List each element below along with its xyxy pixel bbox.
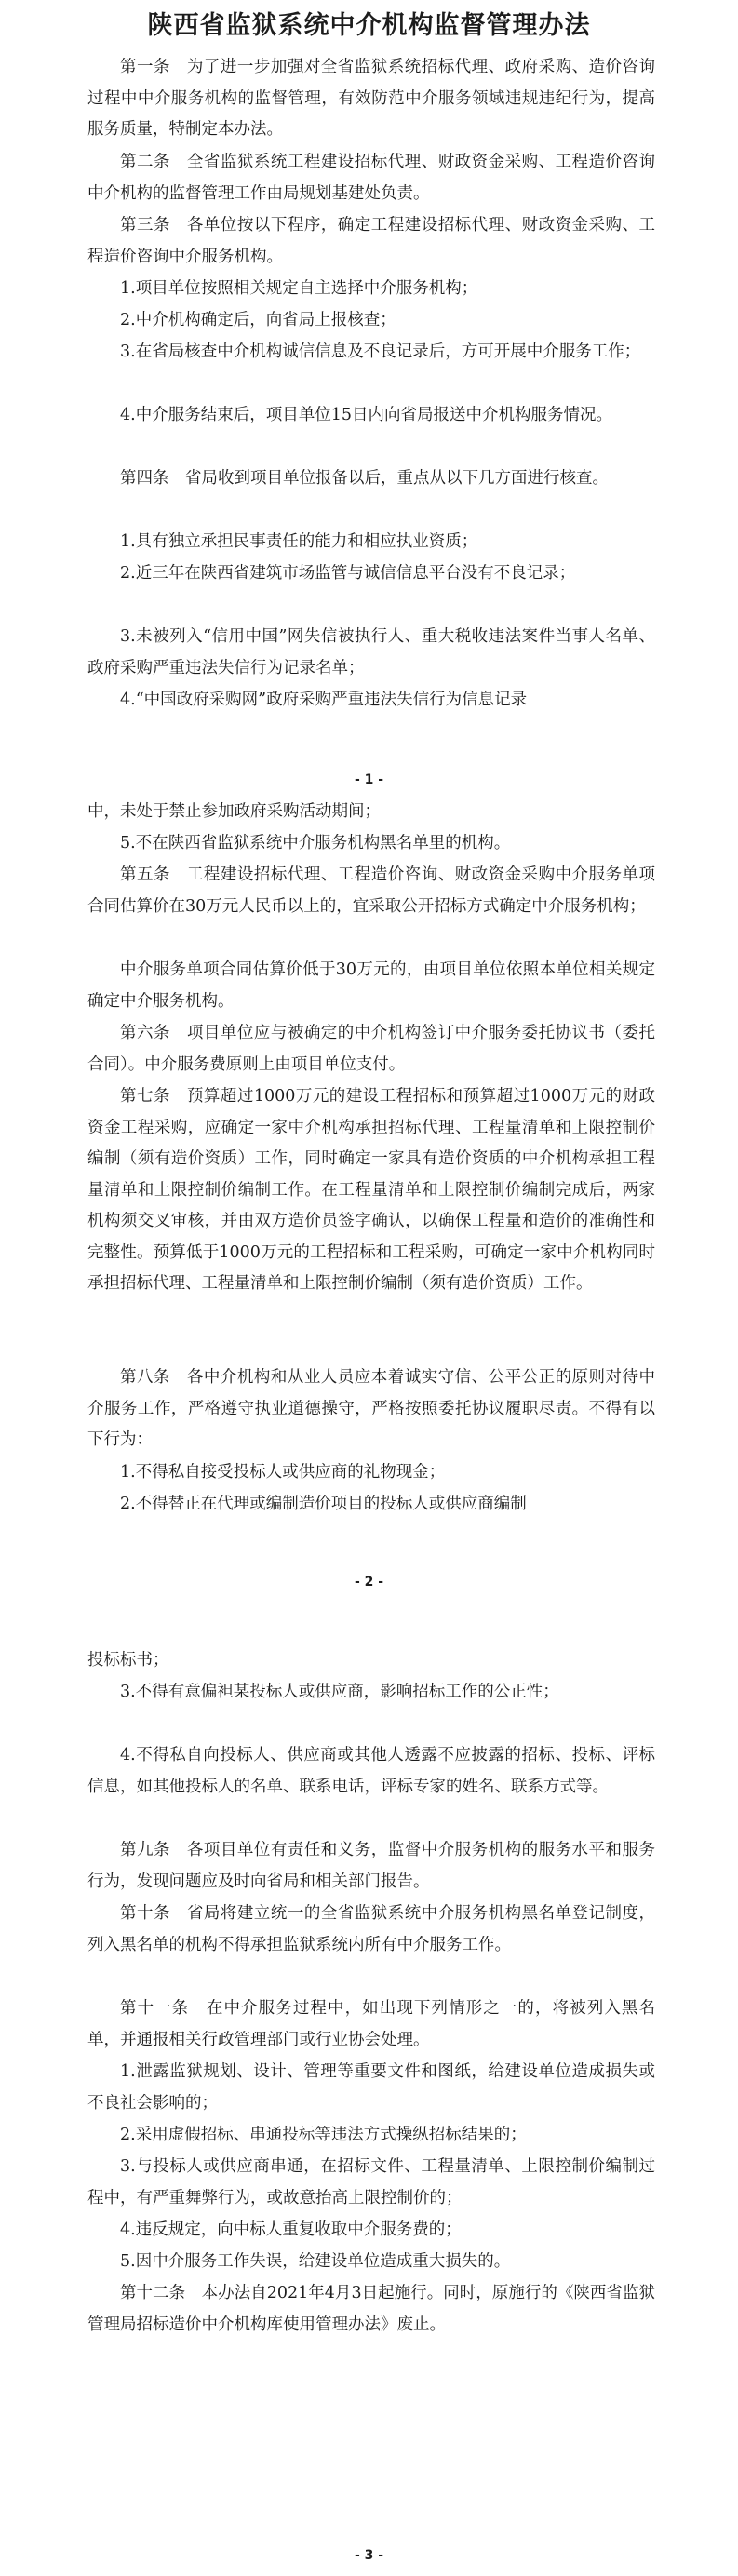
article-8: 第八条 各中介机构和从业人员应本着诚实守信、公平公正的原则对待中介服务工作，严格遵守执业道德操守，严格按照委托协议履职尽责。不得有以下行为：	[87, 1368, 655, 1449]
article-8-item-2-cont: 投标标书；	[87, 1651, 169, 1670]
article-8-item-4: 4.不得私自向投标人、供应商或其他人透露不应披露的招标、投标、评标信息，如其他投标人的名单、联系电话，评标专家的姓名、联系方式等。	[87, 1746, 655, 1796]
page-number: - 3 -	[354, 2548, 384, 2563]
article-11-item-4: 4.违反规定，向中标人重复收取中介服务费的；	[120, 2220, 462, 2239]
article-2: 第二条 全省监狱系统工程建设招标代理、财政资金采购、工程造价咨询中介机构的监督管理工作由局规划基建处负责。	[87, 153, 655, 203]
article-3-item-3: 3.在省局核查中介机构诚信信息及不良记录后，方可开展中介服务工作；	[120, 342, 641, 361]
page-number: - 1 -	[354, 772, 384, 787]
article-4: 第四条 省局收到项目单位报备以后，重点从以下几方面进行核查。	[120, 469, 609, 488]
article-4-item-5: 5.不在陕西省监狱系统中介服务机构黑名单里的机构。	[120, 834, 511, 852]
article-11-item-5: 5.因中介服务工作失误，给建设单位造成重大损失的。	[120, 2252, 511, 2271]
article-4-item-4-cont: 中，未处于禁止参加政府采购活动期间；	[87, 802, 381, 821]
article-5: 第五条 工程建设招标代理、工程造价咨询、财政资金采购中介服务单项合同估算价在30万元人民币以上的，宜采取公开招标方式确定中介服务机构；	[87, 865, 655, 916]
article-8-item-1: 1.不得私自接受投标人或供应商的礼物现金；	[120, 1463, 446, 1482]
article-10: 第十条 省局将建立统一的全省监狱系统中介服务机构黑名单登记制度，列入黑名单的机构不得承担监狱系统内所有中介服务工作。	[87, 1904, 655, 1954]
article-4-item-2: 2.近三年在陕西省建筑市场监管与诚信信息平台没有不良记录；	[120, 564, 576, 583]
page-number: - 2 -	[354, 1575, 384, 1590]
article-4-item-3: 3.未被列入“信用中国”网失信被执行人、重大税收违法案件当事人名单、政府采购严重违法失信行为记录名单；	[87, 627, 655, 678]
article-1: 第一条 为了进一步加强对全省监狱系统招标代理、政府采购、造价咨询过程中中介服务机构的监督管理，有效防范中介服务领域违规违纪行为，提高服务质量，特制定本办法。	[87, 58, 655, 139]
article-11-item-2: 2.采用虚假招标、串通投标等违法方式操纵招标结果的；	[120, 2126, 527, 2144]
article-7: 第七条 预算超过1000万元的建设工程招标和预算超过1000万元的财政资金工程采购，应确定一家中介机构承担招标代理、工程量清单和上限控制价编制（须有造价资质）工作，同时确定一家具有造价资质的中介机构承担工程量清单和上限控制价编制工作。在工程量清单和上限控制价编制完成后，两家机构须交叉审核，并由双方造价员签字确认，以确保工程量和造价的准确性和完整性。预算低于1000万元的工程招标和工程采购，可确定一家中介机构同时承担招标代理、工程量清单和上限控制价编制（须有造价资质）工作。	[87, 1087, 655, 1293]
article-8-item-2: 2.不得替正在代理或编制造价项目的投标人或供应商编制	[120, 1495, 527, 1513]
article-12: 第十二条 本办法自2021年4月3日起施行。同时，原施行的《陕西省监狱管理局招标造价中介机构库使用管理办法》废止。	[87, 2284, 655, 2334]
article-11-item-3: 3.与投标人或供应商串通，在招标文件、工程量清单、上限控制价编制过程中，有严重舞弊行为，或故意抬高上限控制价的；	[87, 2157, 655, 2207]
article-5-para-2: 中介服务单项合同估算价低于30万元的，由项目单位依照本单位相关规定确定中介服务机构。	[87, 960, 655, 1011]
article-11-item-1: 1.泄露监狱规划、设计、管理等重要文件和图纸，给建设单位造成损失或不良社会影响的；	[87, 2062, 655, 2113]
article-3-item-2: 2.中介机构确定后，向省局上报核查；	[120, 311, 396, 329]
document-title: 陕西省监狱系统中介机构监督管理办法	[147, 11, 591, 40]
article-9: 第九条 各项目单位有责任和义务，监督中介服务机构的服务水平和服务行为，发现问题应及时向省局和相关部门报告。	[87, 1841, 655, 1891]
article-4-item-1: 1.具有独立承担民事责任的能力和相应执业资质；	[120, 532, 478, 551]
article-3: 第三条 各单位按以下程序，确定工程建设招标代理、财政资金采购、工程造价咨询中介服务机构。	[87, 216, 655, 266]
article-6: 第六条 项目单位应与被确定的中介机构签订中介服务委托协议书（委托合同）。中介服务费原则上由项目单位支付。	[87, 1024, 655, 1074]
article-8-item-3: 3.不得有意偏袒某投标人或供应商，影响招标工作的公正性；	[120, 1683, 559, 1701]
article-11: 第十一条 在中介服务过程中，如出现下列情形之一的，将被列入黑名单，并通报相关行政管理部门或行业协会处理。	[87, 1999, 655, 2049]
article-3-item-4: 4.中介服务结束后，项目单位15日内向省局报送中介机构服务情况。	[120, 406, 612, 424]
article-3-item-1: 1.项目单位按照相关规定自主选择中介服务机构；	[120, 279, 478, 298]
article-4-item-4: 4.“中国政府采购网”政府采购严重违法失信行为信息记录	[120, 691, 528, 709]
